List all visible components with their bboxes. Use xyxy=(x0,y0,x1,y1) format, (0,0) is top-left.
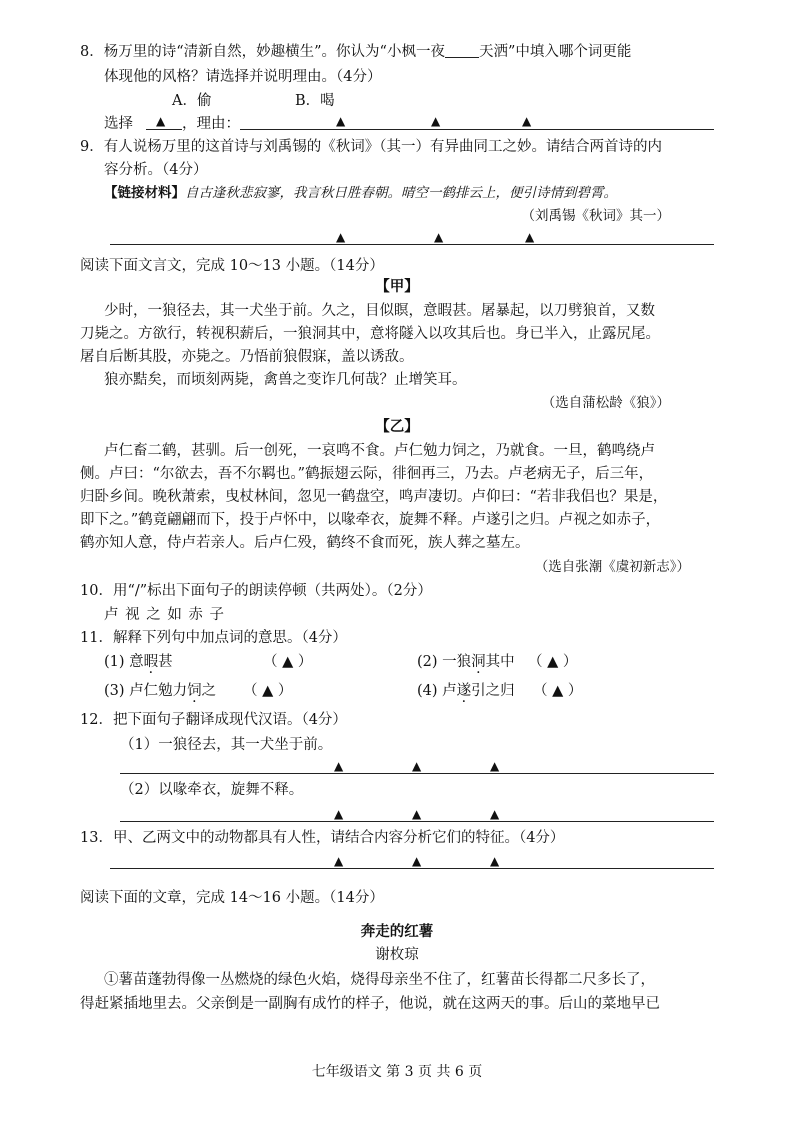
answer-marker: ▲ xyxy=(412,854,422,868)
q12-text: 12．把下面句子翻译成现代汉语。（4分） xyxy=(80,712,347,728)
yi-line: 即下之。”鹤竟翩翩而下，投于卢怀中，以喙牵衣，旋舞不释。卢遂引之归。卢视之如赤子， xyxy=(80,512,661,528)
q9-line1: 9．有人说杨万里的这首诗与刘禹锡的《秋词》（其一）有异曲同工之妙。请结合两首诗的内 xyxy=(80,139,662,155)
q8-line1: 8．杨万里的诗“清新自然，妙趣横生”。你认为“小枫一夜 天洒”中填入哪个词更能 xyxy=(80,44,632,60)
yi-line: 卢仁畜二鹤，甚驯。后一创死，一哀鸣不食。卢仁勉力饲之，乃就食。一旦，鹤鸣绕卢 xyxy=(104,443,655,459)
q12-sentence-2: （2）以喙牵衣，旋舞不释。 xyxy=(120,782,304,798)
q12-answer-line-2[interactable] xyxy=(120,821,714,822)
q10-sentence[interactable]: 卢 视 之 如 赤 子 xyxy=(104,607,226,623)
q8-line2: 体现他的风格？请选择并说明理由。（4分） xyxy=(104,69,382,85)
yi-line: 归卧乡间。晚秋萧索，曳杖林间，忽见一鹤盘空，鸣声凄切。卢仰曰：“若非我侣也？果是， xyxy=(80,489,668,505)
answer-marker: ▲ xyxy=(334,807,344,821)
answer-marker: ▲ xyxy=(522,114,532,128)
jia-line: 屠自后断其股，亦毙之。乃悟前狼假寐，盖以诱敌。 xyxy=(80,349,414,365)
answer-marker: ▲ xyxy=(490,807,500,821)
page-footer: 七年级语文 第 3 页 共 6 页 xyxy=(311,1064,483,1080)
q8-select-line[interactable] xyxy=(146,129,182,130)
answer-marker: ▲ xyxy=(525,230,535,244)
q8-option-b: B．喝 xyxy=(295,93,335,109)
answer-marker: ▲ xyxy=(431,114,441,128)
q8-reason-line[interactable] xyxy=(240,129,714,130)
answer-marker: ▲ xyxy=(412,759,422,773)
yi-title: 【乙】 xyxy=(375,418,419,435)
q11-answer-1[interactable]: （ ▲ ） xyxy=(263,654,313,670)
yi-line: 侧。卢曰：“尔欲去，吾不尔羁也。”鹤振翅云际，徘徊再三，乃去。卢老病无子，后三年， xyxy=(80,466,654,482)
q12-answer-line-1[interactable] xyxy=(120,773,714,774)
fill-blank[interactable] xyxy=(445,43,479,58)
answer-marker: ▲ xyxy=(412,807,422,821)
q11-item-3: (3) 卢仁勉力饲之 xyxy=(104,683,217,699)
q11-answer-3[interactable]: （ ▲ ） xyxy=(243,683,293,699)
answer-marker: ▲ xyxy=(490,854,500,868)
modern-intro: 阅读下面的文章，完成 14～16 小题。（14分） xyxy=(80,890,384,906)
article-author: 谢枚琼 xyxy=(375,947,419,963)
answer-marker: ▲ xyxy=(156,114,166,128)
q11-answer-2[interactable]: （ ▲ ） xyxy=(528,654,578,670)
q13-answer-line[interactable] xyxy=(110,868,714,869)
answer-marker: ▲ xyxy=(434,230,444,244)
q11-answer-4[interactable]: （ ▲ ） xyxy=(533,683,583,699)
article-paragraph: 得赶紧插地里去。父亲倒是一副胸有成竹的样子，他说，就在这两天的事。后山的菜地早已 xyxy=(80,996,660,1012)
q8-option-a: A．偷 xyxy=(172,93,212,109)
article-title: 奔走的红薯 xyxy=(360,923,434,940)
answer-marker: ▲ xyxy=(336,114,346,128)
q11-item-2: (2) 一狼洞其中 xyxy=(417,654,515,670)
jia-line: 少时，一狼径去，其一犬坐于前。久之，目似瞑，意暇甚。屠暴起，以刀劈狼首，又数 xyxy=(104,303,655,319)
yi-source: （选自张潮《虞初新志》） xyxy=(534,559,690,575)
jia-title: 【甲】 xyxy=(375,278,419,295)
yi-line: 鹤亦知人意，侍卢若亲人。后卢仁殁，鹤终不食而死，族人葬之墓左。 xyxy=(80,535,530,551)
q12-sentence-1: （1）一狼径去，其一犬坐于前。 xyxy=(120,737,333,753)
jia-line: 狼亦黠矣，而顷刻两毙，禽兽之变诈几何哉？止增笑耳。 xyxy=(104,372,467,388)
q8-select-label: 选择 xyxy=(104,116,133,132)
article-paragraph: ①薯苗蓬勃得像一丛燃烧的绿色火焰，烧得母亲坐不住了，红薯苗长得都二尺多长了， xyxy=(104,972,655,988)
link-material: 【链接材料】自古逢秋悲寂寥，我言秋日胜春朝。晴空一鹤排云上，便引诗情到碧霄。 xyxy=(104,185,617,201)
answer-marker: ▲ xyxy=(490,759,500,773)
q11-text: 11．解释下列句中加点词的意思。（4分） xyxy=(80,630,347,646)
q11-item-4: (4) 卢遂引之归 xyxy=(417,683,515,699)
q9-line2: 容分析。（4分） xyxy=(104,162,208,178)
q9-answer-line[interactable] xyxy=(110,244,714,245)
q8-reason-label: ，理由： xyxy=(182,116,240,132)
answer-marker: ▲ xyxy=(334,854,344,868)
q11-item-1: (1) 意暇甚 xyxy=(104,654,173,670)
q10-text: 10．用“/”标出下面句子的朗读停顿（共两处）。（2分） xyxy=(80,583,432,599)
answer-marker: ▲ xyxy=(336,230,346,244)
jia-line: 刀毙之。方欲行，转视积薪后，一狼洞其中，意将隧入以攻其后也。身已半入，止露尻尾。 xyxy=(80,326,660,342)
q9-source: （刘禹锡《秋词》其一） xyxy=(521,208,670,224)
q13-text: 13．甲、乙两文中的动物都具有人性，请结合内容分析它们的特征。（4分） xyxy=(80,830,565,846)
classical-intro: 阅读下面文言文，完成 10～13 小题。（14分） xyxy=(80,258,384,274)
answer-marker: ▲ xyxy=(334,759,344,773)
jia-source: （选自蒲松龄《狼》） xyxy=(541,395,670,411)
